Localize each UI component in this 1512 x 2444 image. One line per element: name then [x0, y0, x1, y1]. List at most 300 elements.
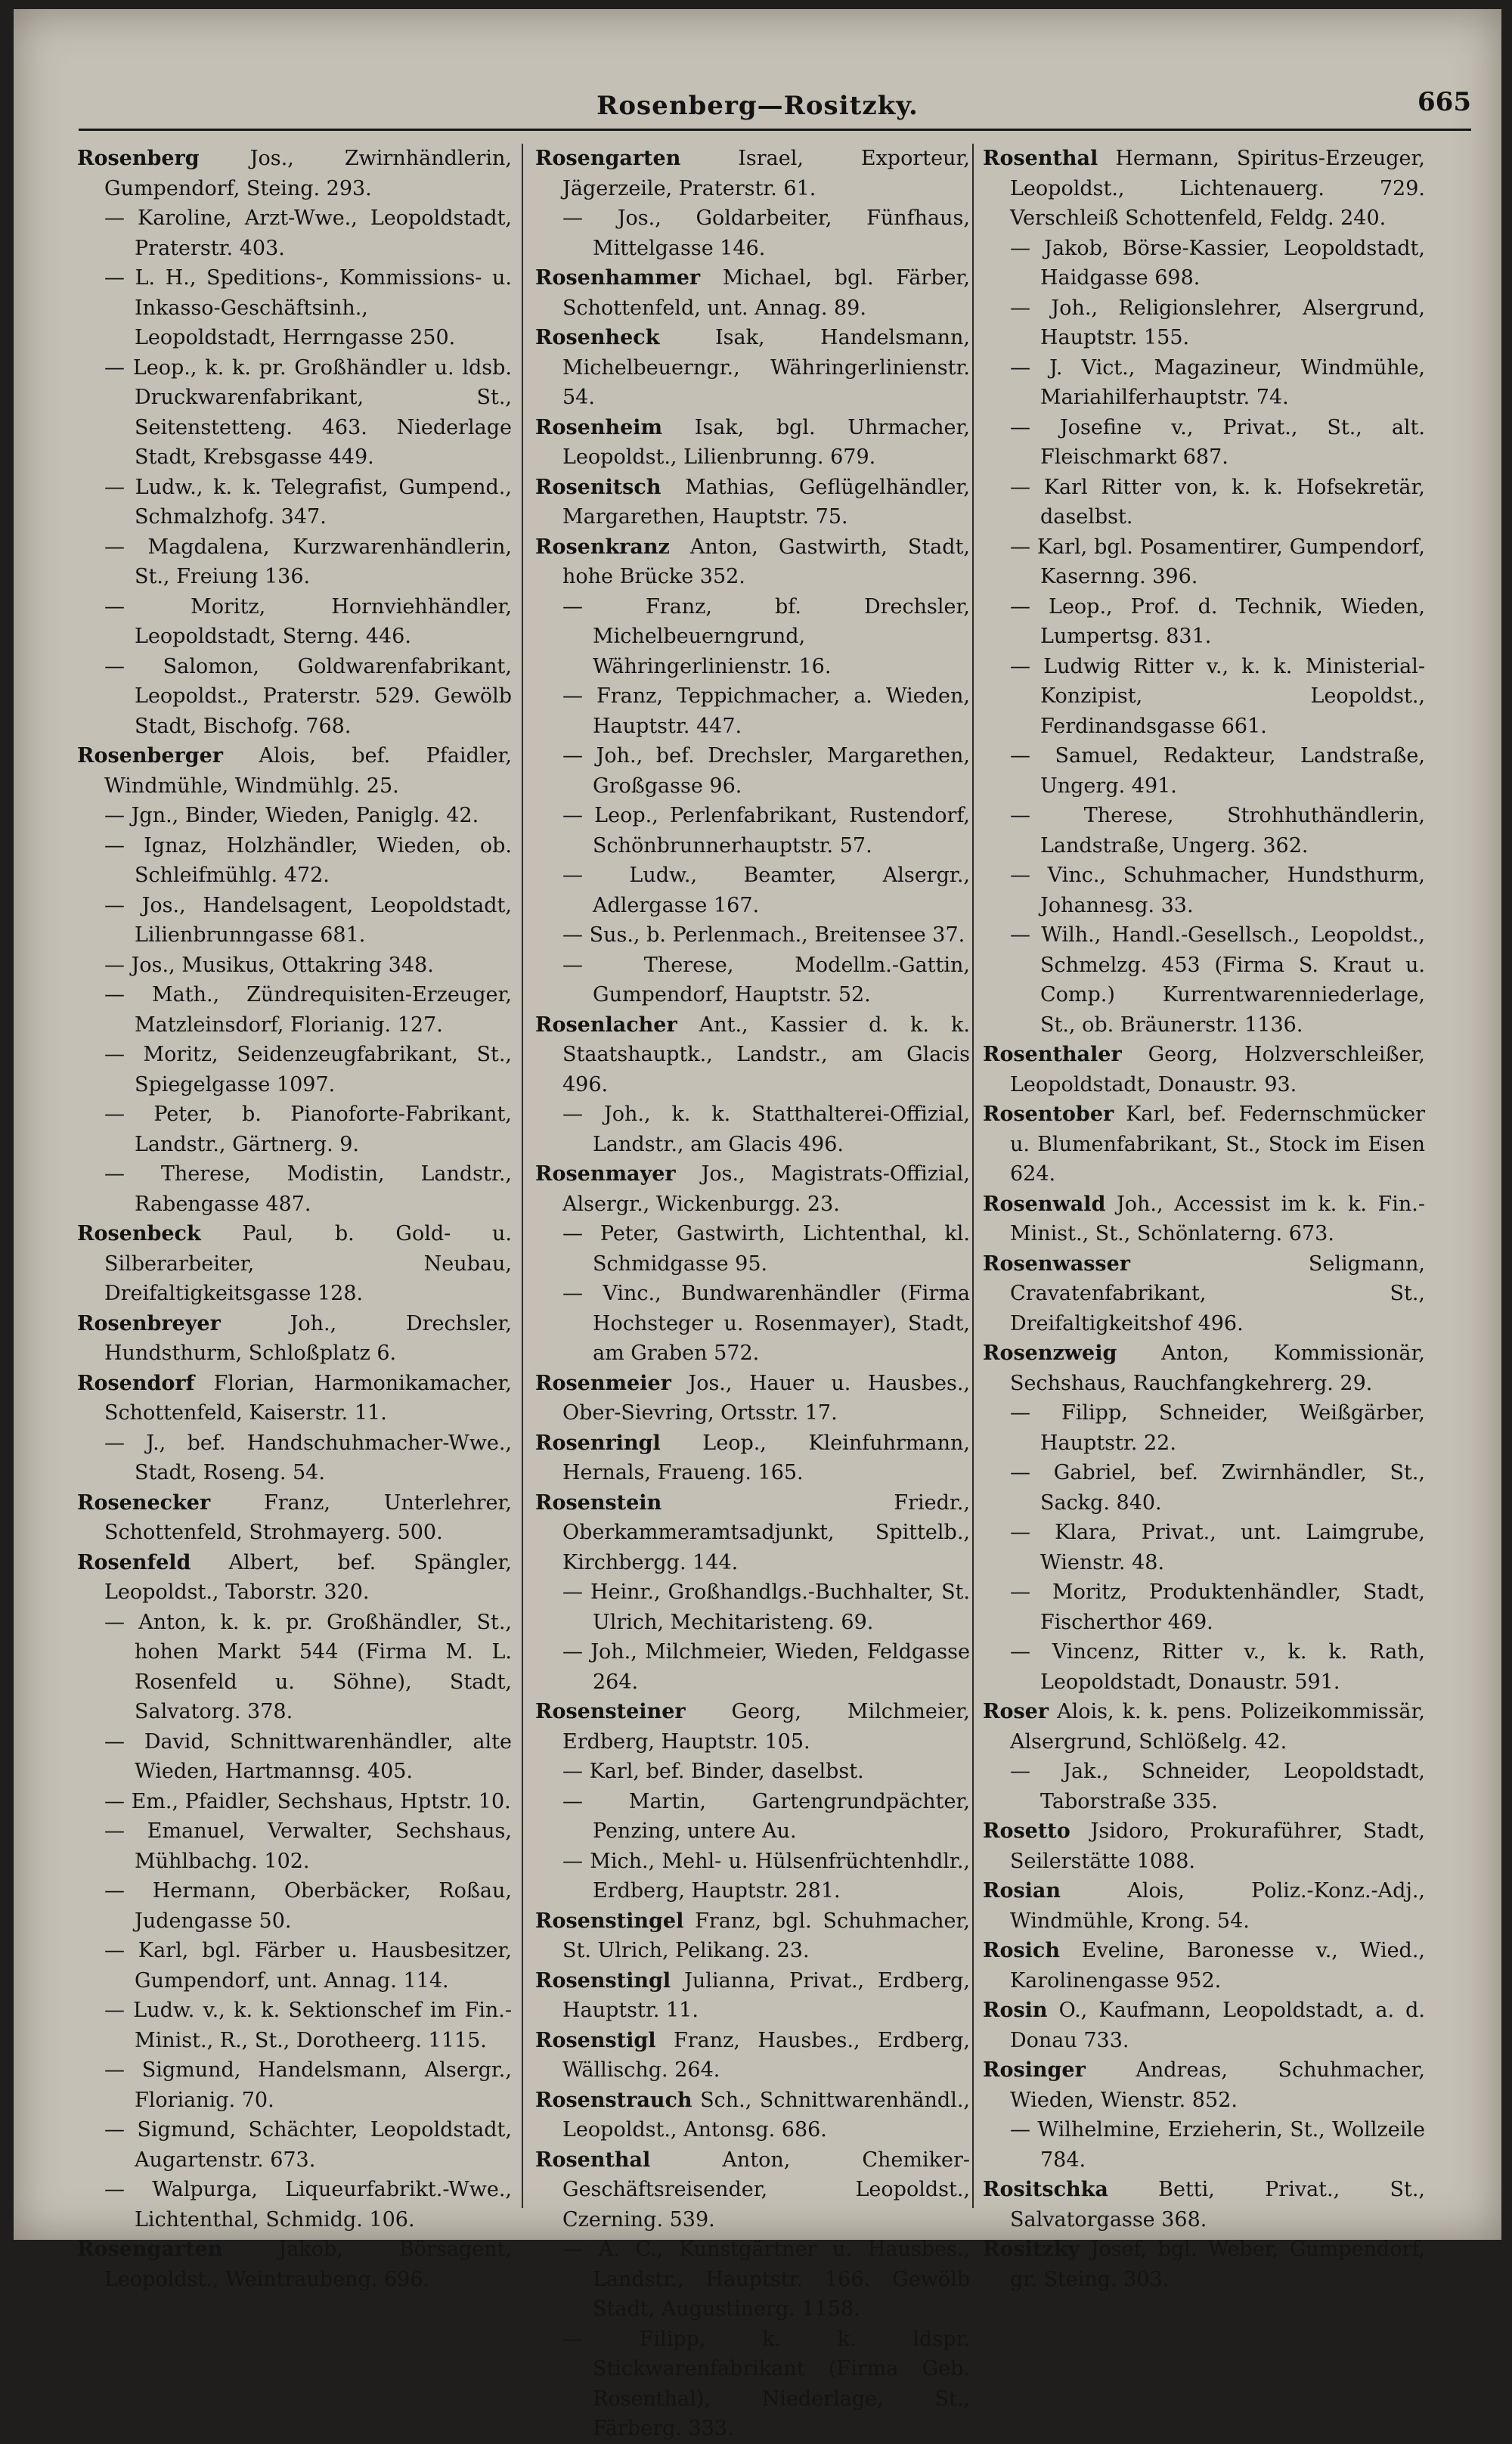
entry-text: Sigmund, Handelsmann, Alsergr., Florianig. 70.: [135, 2058, 512, 2112]
column-1: [77, 144, 512, 2291]
entry-dash: —: [562, 1103, 583, 1126]
directory-entry: [983, 1189, 1425, 1249]
entry-dash: —: [1010, 475, 1030, 499]
entry-text: Josefine v., Privat., St., alt. Fleischmarkt 687.: [1040, 415, 1425, 469]
entry-surname: Rosinger: [983, 2058, 1086, 2082]
entry-dash: —: [562, 953, 583, 977]
entry-text: Math., Zündrequisiten-Erzeuger, Matzleinsdorf, Florianig. 127.: [135, 983, 512, 1037]
entry-surname: Rosian: [983, 1879, 1061, 1903]
entry-dash: —: [104, 206, 125, 230]
entry-dash: —: [1010, 923, 1030, 947]
directory-entry: [77, 203, 512, 263]
entry-dash: —: [562, 1789, 583, 1813]
entry-surname: Rosenberger: [77, 744, 224, 768]
entry-surname: Rosengarten: [77, 2238, 223, 2261]
directory-entry: [983, 1518, 1425, 1577]
entry-text: Andreas, Schuhmacher, Wieden, Wienstr. 852.: [1010, 2058, 1425, 2112]
entry-surname: Rosenbreyer: [77, 1311, 221, 1335]
entry-text: Karoline, Arzt-Wwe., Leopoldstadt, Praterstr. 403.: [135, 206, 512, 260]
entry-dash: —: [104, 266, 125, 290]
entry-text: Joh., bef. Drechsler, Margarethen, Großgasse 96.: [593, 744, 970, 798]
directory-entry: [77, 1727, 512, 1787]
entry-dash: —: [562, 1222, 583, 1245]
directory-entry: [77, 951, 512, 981]
entry-text: Moritz, Produktenhändler, Stadt, Fischerthor 469.: [1040, 1580, 1425, 1634]
running-title: Rosenberg—Rositzky.: [596, 91, 919, 121]
entry-dash: —: [104, 953, 125, 977]
entry-dash: —: [1010, 1760, 1030, 1783]
directory-entry: [983, 592, 1425, 652]
entry-text: Martin, Gartengrundpächter, Penzing, untere Au.: [593, 1789, 970, 1843]
entry-dash: —: [104, 1819, 125, 1843]
entry-text: Anton, Chemiker-Geschäftsreisender, Leopoldst., Czerning. 539.: [562, 2148, 970, 2232]
entry-surname: Rosenkranz: [535, 535, 670, 559]
entry-dash: —: [562, 2238, 583, 2261]
entry-text: Ludw., k. k. Telegrafist, Gumpend., Schmalzhofg. 347.: [135, 475, 512, 529]
directory-entry: [535, 2235, 970, 2325]
directory-entry: [983, 652, 1425, 742]
directory-entry: [535, 741, 970, 801]
entry-surname: Rosengarten: [535, 147, 681, 170]
entry-dash: —: [1010, 236, 1030, 260]
directory-entry: [983, 144, 1425, 234]
entry-text: Ant., Kassier d. k. k. Staatshauptk., Landstr., am Glacis 496.: [562, 1013, 970, 1096]
directory-entry: [983, 741, 1425, 801]
entry-text: Jos., Goldarbeiter, Fünfhaus, Mittelgasse 146.: [593, 206, 970, 260]
entry-text: Isak, Handelsmann, Michelbeuerngr., Währingerlinienstr. 54.: [562, 326, 970, 409]
entry-dash: —: [1010, 804, 1030, 827]
entry-dash: —: [1010, 1521, 1030, 1544]
page-header: [14, 9, 1501, 138]
entry-dash: —: [104, 355, 125, 380]
directory-entry: [983, 293, 1425, 353]
entry-text: Heinr., Großhandlgs.-Buchhalter, St. Ulrich, Mechitaristeng. 69.: [590, 1580, 970, 1634]
entry-text: Alois, bef. Pfaidler, Windmühle, Windmühlg. 25.: [104, 744, 512, 798]
directory-entry: [77, 1219, 512, 1309]
entry-text: Karl, bef. Binder, daselbst.: [589, 1760, 864, 1783]
entry-text: Leop., Prof. d. Technik, Wieden, Lumpertsg. 831.: [1040, 594, 1425, 648]
entry-text: Filipp, Schneider, Weißgärber, Hauptstr. 22.: [1040, 1401, 1425, 1455]
entry-dash: —: [104, 1729, 125, 1754]
directory-entry: [983, 1996, 1425, 2055]
entry-text: Paul, b. Gold- u. Silberarbeiter, Neubau, Dreifaltigkeitsgasse 128.: [104, 1222, 512, 1305]
entry-dash: —: [1010, 864, 1030, 887]
directory-entry: [77, 1936, 512, 1996]
entry-text: Franz, Teppichmacher, a. Wieden, Hauptstr. 447.: [593, 684, 970, 738]
entry-dash: —: [104, 1879, 125, 1903]
entry-text: Sus., b. Perlenmach., Breitensee 37.: [589, 923, 965, 947]
entry-dash: —: [562, 684, 583, 708]
entry-text: Mathias, Geflügelhändler, Margarethen, Hauptstr. 75.: [562, 475, 970, 529]
entry-surname: Rosenmeier: [535, 1371, 671, 1395]
entry-text: Seligmann, Cravatenfabrikant, St., Dreifaltigkeitshof 496.: [1010, 1251, 1425, 1335]
directory-entry: [535, 1697, 970, 1757]
directory-entry: [77, 2175, 512, 2235]
entry-text: Sch., Schnittwarenhändl., Leopoldst., Antonsg. 686.: [562, 2088, 970, 2142]
entry-text: Anton, Kommissionär, Sechshaus, Rauchfangkehrerg. 29.: [1010, 1341, 1425, 1395]
directory-entry: [983, 1577, 1425, 1637]
entry-dash: —: [562, 864, 583, 887]
directory-entry: [983, 234, 1425, 293]
entry-dash: —: [562, 1849, 583, 1873]
entry-dash: —: [1010, 415, 1030, 439]
entry-text: Eveline, Baronesse v., Wied., Karolinengasse 952.: [1010, 1939, 1426, 1993]
directory-entry: [535, 1010, 970, 1100]
directory-entry: [535, 1966, 970, 2026]
directory-entry: [983, 413, 1425, 473]
entry-surname: Rosendorf: [77, 1371, 195, 1395]
entry-surname: Rosenfeld: [77, 1550, 191, 1574]
entry-text: Julianna, Privat., Erdberg, Hauptstr. 11.: [562, 1968, 970, 2022]
directory-entry: [77, 1099, 512, 1159]
entry-text: Samuel, Redakteur, Landstraße, Ungerg. 491.: [1040, 744, 1425, 798]
entry-text: Peter, b. Pianoforte-Fabrikant, Landstr., Gärtnerg. 9.: [135, 1103, 512, 1156]
entry-text: Michael, bgl. Färber, Schottenfeld, unt. Annag. 89.: [562, 266, 970, 320]
entry-text: Gabriel, bef. Zwirnhändler, St., Sackg. 840.: [1040, 1461, 1426, 1515]
directory-entry: [983, 2235, 1425, 2294]
entry-text: Joh., Religionslehrer, Alsergrund, Hauptstr. 155.: [1040, 296, 1425, 349]
entry-text: Wilh., Handl.-Gesellsch., Leopoldst., Schmelzg. 453 (Firma S. Kraut u. Comp.) Kurrentwarenniederlage, St., ob. Bräunerstr. 1136.: [1040, 923, 1425, 1037]
entry-text: Karl, bef. Federnschmücker u. Blumenfabrikant, St., Stock im Eisen 624.: [1010, 1103, 1425, 1186]
entry-surname: Rosenbeck: [77, 1222, 201, 1245]
directory-entry: [77, 1369, 512, 1428]
directory-entry: [983, 1398, 1425, 1458]
page-number: 665: [1418, 87, 1471, 117]
entry-surname: Rosenstrauch: [535, 2088, 692, 2112]
entry-text: Israel, Exporteur, Jägerzeile, Praterstr. 61.: [562, 147, 970, 200]
directory-entry: [77, 2055, 512, 2115]
entry-text: Joh., Accessist im k. k. Fin.-Minist., St., Schönlaterng. 673.: [1010, 1192, 1425, 1245]
column-2: [535, 144, 970, 2440]
directory-entry: [535, 1847, 970, 1906]
directory-entry: [535, 1428, 970, 1488]
directory-entry: [535, 1577, 970, 1637]
entry-surname: Rosenstein: [535, 1490, 662, 1515]
entry-dash: —: [104, 475, 125, 499]
directory-entry: [535, 413, 970, 473]
entry-text: Vinc., Bundwarenhändler (Firma Hochsteger u. Rosenmayer), Stadt, am Graben 572.: [593, 1282, 970, 1365]
entry-text: J. Vict., Magazineur, Windmühle, Mariahilferhauptstr. 74.: [1040, 355, 1425, 409]
directory-entry: [983, 1040, 1425, 1099]
entry-surname: Rosetto: [983, 1819, 1070, 1843]
entry-surname: Rosenthal: [535, 2148, 651, 2172]
entry-text: Vinc., Schuhmacher, Hundsthurm, Johannesg. 33.: [1040, 864, 1425, 917]
entry-dash: —: [1010, 535, 1030, 559]
directory-entry: [535, 1099, 970, 1159]
entry-text: Vincenz, Ritter v., k. k. Rath, Leopoldstadt, Donaustr. 591.: [1040, 1640, 1425, 1694]
entry-surname: Rosenheim: [535, 415, 663, 439]
entry-text: L. H., Speditions-, Kommissions- u. Inkasso-Geschäftsinh., Leopoldstadt, Herrngasse 250.: [135, 266, 512, 349]
entry-dash: —: [104, 1162, 125, 1186]
entry-text: David, Schnittwarenhändler, alte Wieden, Hartmannsg. 405.: [135, 1729, 512, 1783]
entry-surname: Roser: [983, 1700, 1049, 1723]
entry-text: Wilhelmine, Erzieherin, St., Wollzeile 784.: [1037, 2118, 1426, 2172]
entry-dash: —: [104, 1431, 125, 1455]
directory-entry: [535, 263, 970, 323]
directory-entry: [983, 1637, 1425, 1697]
entry-text: Hermann, Spiritus-Erzeuger, Leopoldst., Lichtenauerg. 729. Verschleiß Schottenfeld, Feldg. 240.: [1010, 147, 1425, 230]
entry-dash: —: [1010, 1461, 1030, 1484]
entry-surname: Rosenringl: [535, 1431, 661, 1455]
entry-surname: Rosich: [983, 1939, 1060, 1962]
entry-text: Jakob, Börsagent, Leopoldst., Weintraubeng. 696.: [104, 2238, 512, 2291]
directory-entry: [535, 1906, 970, 1966]
entry-dash: —: [104, 1939, 125, 1962]
entry-surname: Rositzky: [983, 2238, 1080, 2261]
directory-entry: [983, 1876, 1425, 1936]
directory-entry: [77, 2115, 512, 2175]
directory-entry: [983, 1697, 1425, 1757]
entry-text: Therese, Modellm.-Gattin, Gumpendorf, Hauptstr. 52.: [593, 953, 970, 1006]
entry-dash: —: [562, 594, 583, 619]
directory-entry: [983, 861, 1425, 920]
entry-text: Leop., Perlenfabrikant, Rustendorf, Schönbrunnerhauptstr. 57.: [593, 804, 970, 858]
directory-entry: [77, 263, 512, 353]
entry-text: J., bef. Handschuhmacher-Wwe., Stadt, Roseng. 54.: [135, 1431, 512, 1484]
entry-dash: —: [104, 1999, 125, 2022]
entry-dash: —: [562, 923, 583, 947]
column-divider: [522, 144, 523, 2208]
entry-text: Em., Pfaidler, Sechshaus, Hptstr. 10.: [131, 1789, 511, 1813]
entry-text: O., Kaufmann, Leopoldstadt, a. d. Donau 733.: [1010, 1999, 1425, 2052]
directory-entry: [535, 2026, 970, 2086]
entry-dash: —: [1010, 296, 1030, 320]
directory-entry: [983, 473, 1425, 532]
entry-text: Georg, Milchmeier, Erdberg, Hauptstr. 105.: [562, 1700, 970, 1754]
entry-text: Moritz, Seidenzeugfabrikant, St., Spiegelgasse 1097.: [135, 1043, 512, 1096]
directory-entry: [535, 1757, 970, 1787]
entry-surname: Rosenstingl: [535, 1968, 671, 1993]
entry-text: Jos., Hauer u. Hausbes., Ober-Sievring, Ortsstr. 17.: [562, 1371, 970, 1425]
directory-entry: [983, 2115, 1425, 2175]
entry-surname: Rosenwasser: [983, 1251, 1130, 1276]
entry-surname: Rosenzweig: [983, 1341, 1117, 1365]
directory-entry: [77, 1040, 512, 1099]
entry-text: Leop., Kleinfuhrmann, Hernals, Fraueng. 165.: [562, 1431, 970, 1484]
entry-dash: —: [1010, 2118, 1030, 2142]
entry-dash: —: [1010, 355, 1030, 380]
entry-dash: —: [104, 2178, 125, 2201]
entry-dash: —: [104, 2058, 125, 2082]
directory-entry: [535, 681, 970, 741]
entry-text: Therese, Strohhuthändlerin, Landstraße, Ungerg. 362.: [1040, 804, 1425, 858]
directory-entry: [535, 920, 970, 951]
directory-entry: [77, 2235, 512, 2294]
directory-entry: [77, 1488, 512, 1548]
entry-text: Jak., Schneider, Leopoldstadt, Taborstraße 335.: [1040, 1760, 1425, 1813]
entry-dash: —: [104, 1610, 125, 1634]
directory-entry: [535, 532, 970, 592]
directory-entry: [535, 1159, 970, 1219]
entry-text: Jgn., Binder, Wieden, Paniglg. 42.: [131, 804, 479, 827]
entry-dash: —: [104, 654, 125, 678]
entry-text: Jos., Magistrats-Offizial, Alsergr., Wickenburgg. 23.: [562, 1162, 970, 1216]
entry-text: Friedr., Oberkammeramtsadjunkt, Spittelb., Kirchbergg. 144.: [562, 1490, 970, 1574]
entry-surname: Rosenstingel: [535, 1909, 684, 1933]
entry-dash: —: [1010, 594, 1030, 619]
entry-dash: —: [562, 1640, 583, 1664]
entry-dash: —: [104, 1103, 125, 1126]
entry-text: Sigmund, Schächter, Leopoldstadt, Augartenstr. 673.: [135, 2118, 512, 2172]
directory-entry: [77, 1309, 512, 1369]
entry-text: Karl, bgl. Färber u. Hausbesitzer, Gumpendorf, unt. Annag. 114.: [135, 1939, 512, 1993]
entry-text: Therese, Modistin, Landstr., Rabengasse 487.: [135, 1162, 512, 1216]
entry-text: Leop., k. k. pr. Großhändler u. ldsb. Druckwarenfabrikant, St., Seitenstetteng. 463. Niederlage Stadt, Krebsgasse 449.: [132, 355, 512, 469]
entry-text: Franz, bgl. Schuhmacher, St. Ulrich, Pelikang. 23.: [562, 1909, 970, 1962]
entry-text: Moritz, Hornviehhändler, Leopoldstadt, Sterng. 446.: [135, 594, 512, 648]
directory-entry: [983, 353, 1425, 413]
entry-text: Karl Ritter von, k. k. Hofsekretär, daselbst.: [1040, 475, 1425, 529]
entry-surname: Rosenberg: [77, 147, 200, 170]
entry-text: Emanuel, Verwalter, Sechshaus, Mühlbachg. 102.: [135, 1819, 512, 1873]
directory-entry: [535, 1787, 970, 1847]
directory-entry: [77, 1159, 512, 1219]
directory-entry: [77, 1996, 512, 2055]
entry-dash: —: [104, 594, 125, 619]
directory-entry: [983, 920, 1425, 1040]
entry-text: Anton, Gastwirth, Stadt, hohe Brücke 352.: [562, 535, 970, 588]
directory-entry: [983, 2175, 1425, 2235]
entry-dash: —: [562, 206, 583, 230]
entry-dash: —: [104, 833, 125, 858]
entry-dash: —: [104, 983, 125, 1006]
directory-entry: [535, 2145, 970, 2235]
directory-entry: [535, 1369, 970, 1428]
directory-entry: [77, 353, 512, 473]
entry-text: Walpurga, Liqueurfabrikt.-Wwe., Lichtenthal, Schmidg. 106.: [135, 2178, 512, 2232]
directory-entry: [535, 1219, 970, 1279]
entry-text: Ludwig Ritter v., k. k. Ministerial-Konzipist, Leopoldst., Ferdinandsgasse 661.: [1040, 654, 1425, 738]
directory-entry: [77, 801, 512, 831]
entry-dash: —: [1010, 1640, 1030, 1664]
directory-entry: [535, 801, 970, 861]
directory-entry: [983, 1936, 1425, 1996]
entry-text: Franz, bf. Drechsler, Michelbeuerngrund, Währingerlinienstr. 16.: [593, 594, 970, 678]
column-divider: [972, 144, 974, 2208]
entry-dash: —: [562, 744, 583, 768]
directory-entry: [77, 741, 512, 801]
entry-text: Alois, k. k. pens. Polizeikommissär, Alsergrund, Schlößelg. 42.: [1010, 1700, 1425, 1754]
entry-dash: —: [104, 804, 125, 827]
entry-text: Josef, bgl. Weber, Gumpendorf, gr. Steing. 303.: [1010, 2238, 1425, 2291]
entry-text: Alois, Poliz.-Konz.-Adj., Windmühle, Krong. 54.: [1010, 1879, 1425, 1933]
entry-text: Anton, k. k. pr. Großhändler, St., hohen Markt 544 (Firma M. L. Rosenfeld u. Söhne), Stadt, Salvatorg. 378.: [135, 1610, 512, 1723]
entry-dash: —: [104, 2118, 125, 2142]
directory-entry: [535, 861, 970, 920]
directory-entry: [77, 1608, 512, 1727]
entry-dash: —: [1010, 1401, 1030, 1425]
directory-entry: [77, 1816, 512, 1876]
entry-surname: Rosensteiner: [535, 1700, 686, 1723]
entry-text: Mich., Mehl- u. Hülsenfrüchtenhdlr., Erdberg, Hauptstr. 281.: [590, 1849, 970, 1903]
directory-entry: [535, 2086, 970, 2145]
entry-surname: Rositschka: [983, 2178, 1108, 2201]
entry-dash: —: [1010, 744, 1030, 768]
directory-entry: [535, 951, 970, 1010]
entry-text: Karl, bgl. Posamentirer, Gumpendorf, Kasernng. 396.: [1036, 535, 1425, 588]
directory-entry: [77, 891, 512, 951]
entry-text: Florian, Harmonikamacher, Schottenfeld, Kaiserstr. 11.: [104, 1371, 512, 1425]
directory-entry: [77, 1787, 512, 1817]
entry-text: Ludw., Beamter, Alsergr., Adlergasse 167.: [593, 864, 970, 917]
entry-text: Jakob, Börse-Kassier, Leopoldstadt, Haidgasse 698.: [1040, 236, 1425, 290]
entry-surname: Rosenhammer: [535, 266, 701, 290]
entry-dash: —: [104, 893, 125, 917]
directory-entry: [983, 1757, 1425, 1816]
directory-entry: [77, 532, 512, 592]
entry-surname: Rosenlacher: [535, 1013, 677, 1037]
entry-text: Jos., Musikus, Ottakring 348.: [131, 953, 434, 977]
directory-entry: [77, 1428, 512, 1488]
entry-surname: Rosentober: [983, 1103, 1114, 1126]
entry-dash: —: [104, 1789, 125, 1813]
entry-dash: —: [104, 535, 125, 559]
entry-surname: Rosenstigl: [535, 2028, 656, 2052]
directory-entry: [535, 592, 970, 682]
entry-text: Magdalena, Kurzwarenhändlerin, St., Freiung 136.: [135, 535, 512, 588]
column-3: [983, 144, 1426, 2291]
entry-text: Klara, Privat., unt. Laimgrube, Wienstr. 48.: [1040, 1521, 1425, 1574]
directory-entry: [77, 473, 512, 532]
entry-text: Joh., k. k. Statthalterei-Offizial, Landstr., am Glacis 496.: [593, 1103, 970, 1156]
directory-entry: [535, 323, 970, 413]
directory-entry: [535, 1637, 970, 1697]
entry-text: Filipp, k. k. ldspr. Stickwarenfabrikant (Firma Geb. Rosenthal), Niederlage, St., Färberg. 333.: [593, 2327, 970, 2440]
entry-text: Betti, Privat., St., Salvatorgasse 368.: [1010, 2178, 1425, 2232]
directory-entry: [77, 144, 512, 203]
directory-entry: [983, 1099, 1425, 1189]
entry-surname: Rosenitsch: [535, 475, 662, 499]
directory-entry: [983, 2055, 1425, 2115]
entry-dash: —: [562, 1580, 583, 1604]
entry-text: Jsidoro, Prokuraführer, Stadt, Seilerstätte 1088.: [1010, 1819, 1425, 1873]
entry-text: Albert, bef. Spängler, Leopoldst., Taborstr. 320.: [104, 1550, 512, 1604]
entry-text: Franz, Hausbes., Erdberg, Wällischg. 264.: [562, 2028, 970, 2082]
directory-entry: [535, 1279, 970, 1369]
directory-entry: [77, 980, 512, 1040]
directory-entry: [983, 801, 1425, 861]
entry-dash: —: [562, 804, 583, 827]
entry-text: Salomon, Goldwarenfabrikant, Leopoldst., Praterstr. 529. Gewölb Stadt, Bischofg. 768.: [135, 654, 512, 738]
directory-entry: [77, 831, 512, 891]
directory-entry: [77, 1548, 512, 1608]
directory-entry: [535, 144, 970, 203]
directory-entry: [77, 592, 512, 652]
entry-surname: Rosenecker: [77, 1490, 211, 1515]
directory-entry: [535, 203, 970, 263]
entry-text: Jos., Zwirnhändlerin, Gumpendorf, Steing. 293.: [104, 147, 512, 200]
header-rule: [79, 129, 1471, 131]
directory-entry: [77, 1876, 512, 1936]
entry-dash: —: [104, 1043, 125, 1066]
directory-entry: [535, 1488, 970, 1578]
entry-surname: Rosenheck: [535, 326, 660, 349]
entry-surname: Rosenwald: [983, 1192, 1106, 1216]
directory-entry: [983, 1249, 1425, 1339]
directory-entry: [983, 1816, 1425, 1876]
entry-text: Hermann, Oberbäcker, Roßau, Judengasse 50.: [135, 1879, 512, 1933]
entry-surname: Rosenmayer: [535, 1162, 676, 1186]
entry-dash: —: [1010, 1580, 1030, 1604]
entry-surname: Rosenthal: [983, 147, 1098, 170]
entry-text: A. C., Kunstgärtner u. Hausbes., Landstr., Hauptstr. 166. Gewölb Stadt, Augustinerg. 1158.: [593, 2238, 970, 2321]
entry-text: Jos., Handelsagent, Leopoldstadt, Lilienbrunngasse 681.: [135, 893, 512, 947]
entry-text: Isak, bgl. Uhrmacher, Leopoldst., Lilienbrunng. 679.: [562, 415, 970, 469]
entry-dash: —: [562, 1282, 583, 1305]
entry-text: Franz, Unterlehrer, Schottenfeld, Strohmayerg. 500.: [104, 1490, 512, 1544]
entry-surname: Rosin: [983, 1999, 1048, 2022]
entry-surname: Rosenthaler: [983, 1043, 1122, 1066]
